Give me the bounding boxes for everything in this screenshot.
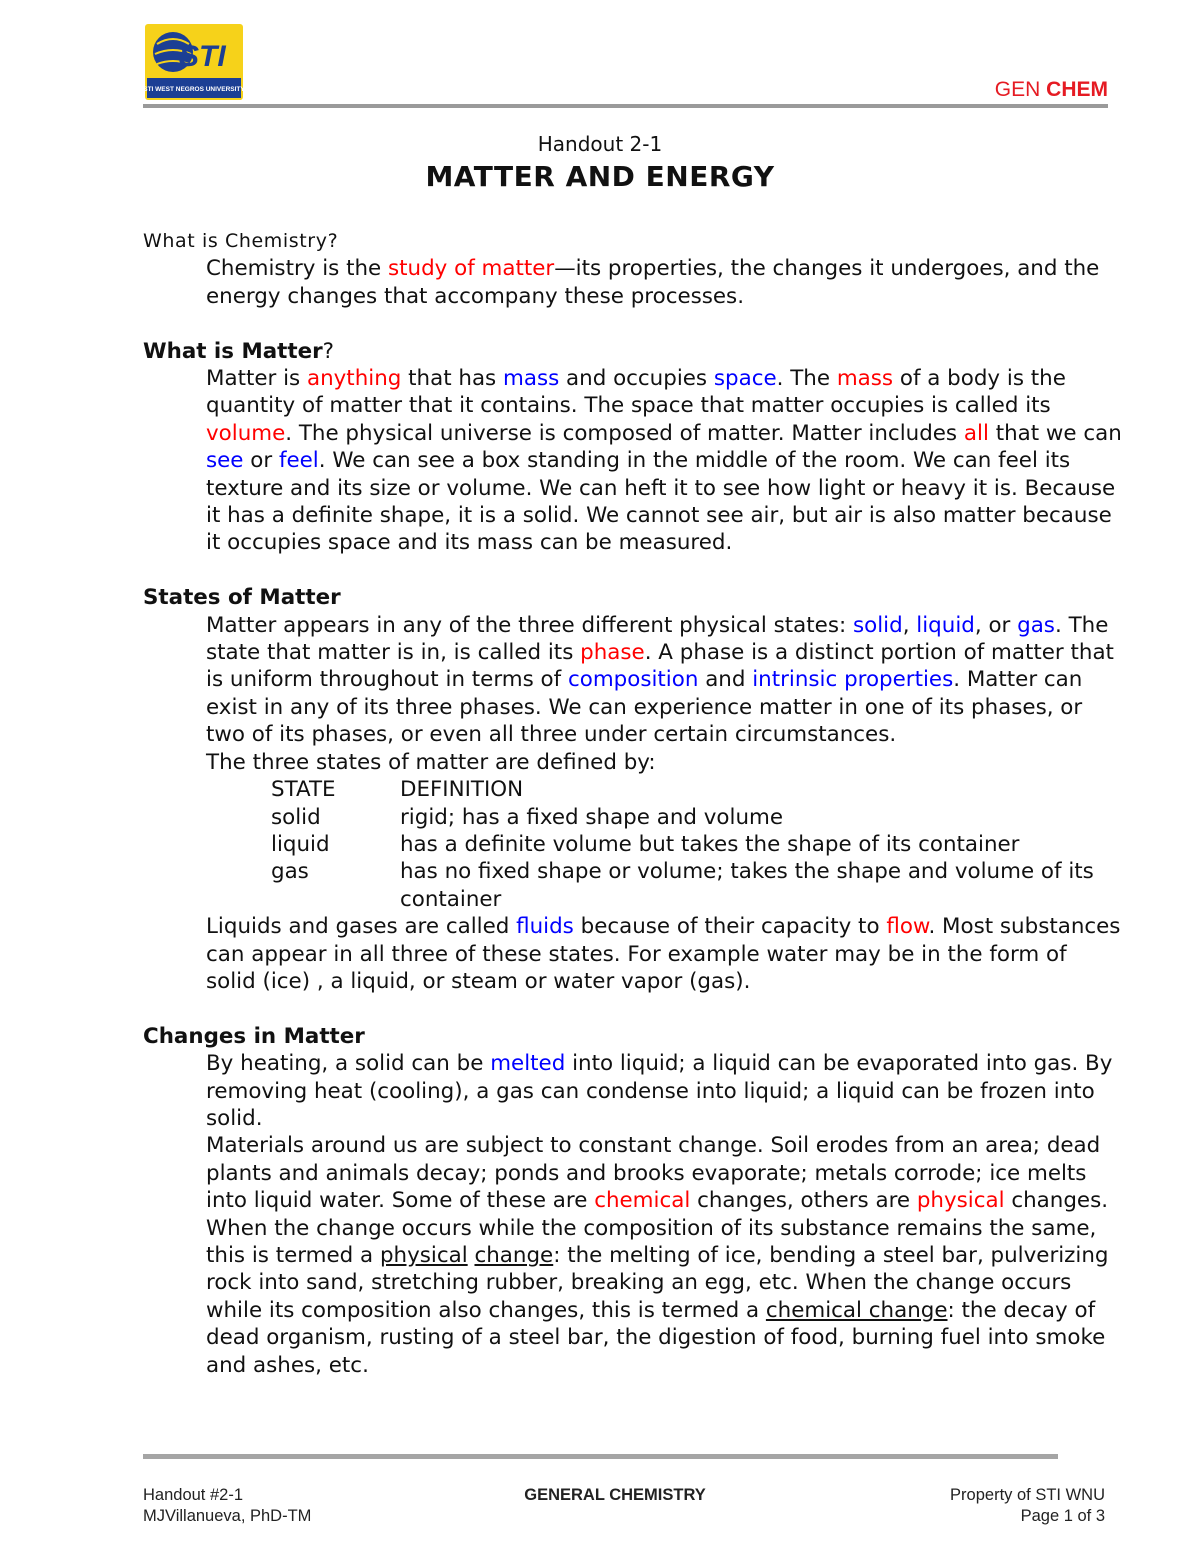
sti-logo (143, 22, 245, 102)
footer-course: GENERAL CHEMISTRY (524, 1486, 706, 1504)
table-cell-definition: has no fixed shape or volume; takes the shape and volume of its container (400, 859, 1094, 912)
document-body (143, 228, 1123, 1379)
footer-handout: Handout #2-1 (143, 1486, 243, 1504)
page-title: MATTER AND ENERGY (425, 160, 775, 193)
paragraph-matter: Matter is anything that has mass and occupies space. The mass of a body is the quantity of matter that it contains. The space that matter occupies is called its volume. The physical universe is composed of matter. Matter includes all that we can see or feel. We can see a box standing in the middle of the room. We can feel its texture and its size or volume. We can heft it to see how light or heavy it is. Because it has a definite shape, it is a solid. We cannot see air, but air is also matter because it occupies space and its mass can be measured. (206, 366, 1122, 556)
paragraph-states-intro: The three states of matter are defined by: (206, 749, 656, 775)
paragraph-chemistry: Chemistry is the study of matter—its properties, the changes it undergoes, and the energy changes that accompany these processes. (206, 256, 1100, 309)
footer-page-number: Page 1 of 3 (1020, 1507, 1105, 1525)
table-cell-definition: rigid; has a fixed shape and volume (400, 804, 784, 830)
paragraph-changes-materials: Materials around us are subject to constant change. Soil erodes from an area; dead plants and animals decay; ponds and brooks evaporate; metals corrode; ice melts into liquid water. Some of these are chemical changes, others are physical changes. When the change occurs while the composition of its substance remains the same, this is termed a physical change: the melting of ice, bending a steel bar, pulverizing rock into sand, stretching rubber, breaking an egg, etc. When the change occurs while its composition also changes, this is termed a chemical change: the decay of dead organism, rusting of a steel bar, the digestion of food, burning fuel into smoke and ashes, etc. (206, 1133, 1109, 1378)
paragraph-changes-heating: By heating, a solid can be melted into liquid; a liquid can be evaporated into gas. By removing heat (cooling), a gas can condense into liquid; a liquid can be frozen into solid. (206, 1051, 1113, 1131)
logo-subtext: STI WEST NEGROS UNIVERSITY (143, 86, 245, 93)
table-cell-state: liquid (271, 831, 330, 857)
footer-author: MJVillanueva, PhD-TM (143, 1507, 312, 1525)
table-cell-state: solid (271, 804, 321, 830)
heading-changes-in-matter: Changes in Matter (143, 1023, 365, 1049)
table-header-state: STATE (271, 777, 336, 803)
paragraph-fluids: Liquids and gases are called fluids because of their capacity to flow. Most substances can appear in all three of these states. For example water may be in the form of solid (ice) , a liquid, or steam or water vapor (gas). (206, 914, 1121, 994)
table-row (271, 831, 1120, 858)
table-header-definition: DEFINITION (400, 777, 524, 803)
subject-label (995, 78, 1108, 102)
header-divider (143, 104, 1108, 108)
table-row (271, 804, 1120, 831)
subject-gen: GEN (994, 78, 1041, 101)
heading-states-of-matter: States of Matter (143, 585, 341, 611)
table-cell-state: gas (271, 859, 309, 885)
states-table (271, 776, 1120, 913)
heading-what-is-matter: What is Matter? (143, 338, 335, 364)
table-row (271, 858, 1120, 913)
table-header-row (271, 776, 1120, 803)
handout-number: Handout 2-1 (537, 132, 663, 156)
subject-chem: CHEM (1046, 78, 1108, 101)
footer-divider (143, 1454, 1058, 1459)
paragraph-states: Matter appears in any of the three different physical states: solid, liquid, or gas. The state that matter is in, is called its phase. A phase is a distinct portion of matter that is uniform throughout in terms of composition and intrinsic properties. Matter can exist in any of its three phases. We can experience matter in one of its phases, or two of its phases, or even all three under certain circumstances. (206, 612, 1114, 748)
logo-text: STI (179, 40, 226, 73)
footer-property: Property of STI WNU (950, 1486, 1105, 1504)
heading-what-is-chemistry: What is Chemistry? (143, 230, 339, 252)
table-cell-definition: has a definite volume but takes the shape of its container (400, 831, 1020, 857)
